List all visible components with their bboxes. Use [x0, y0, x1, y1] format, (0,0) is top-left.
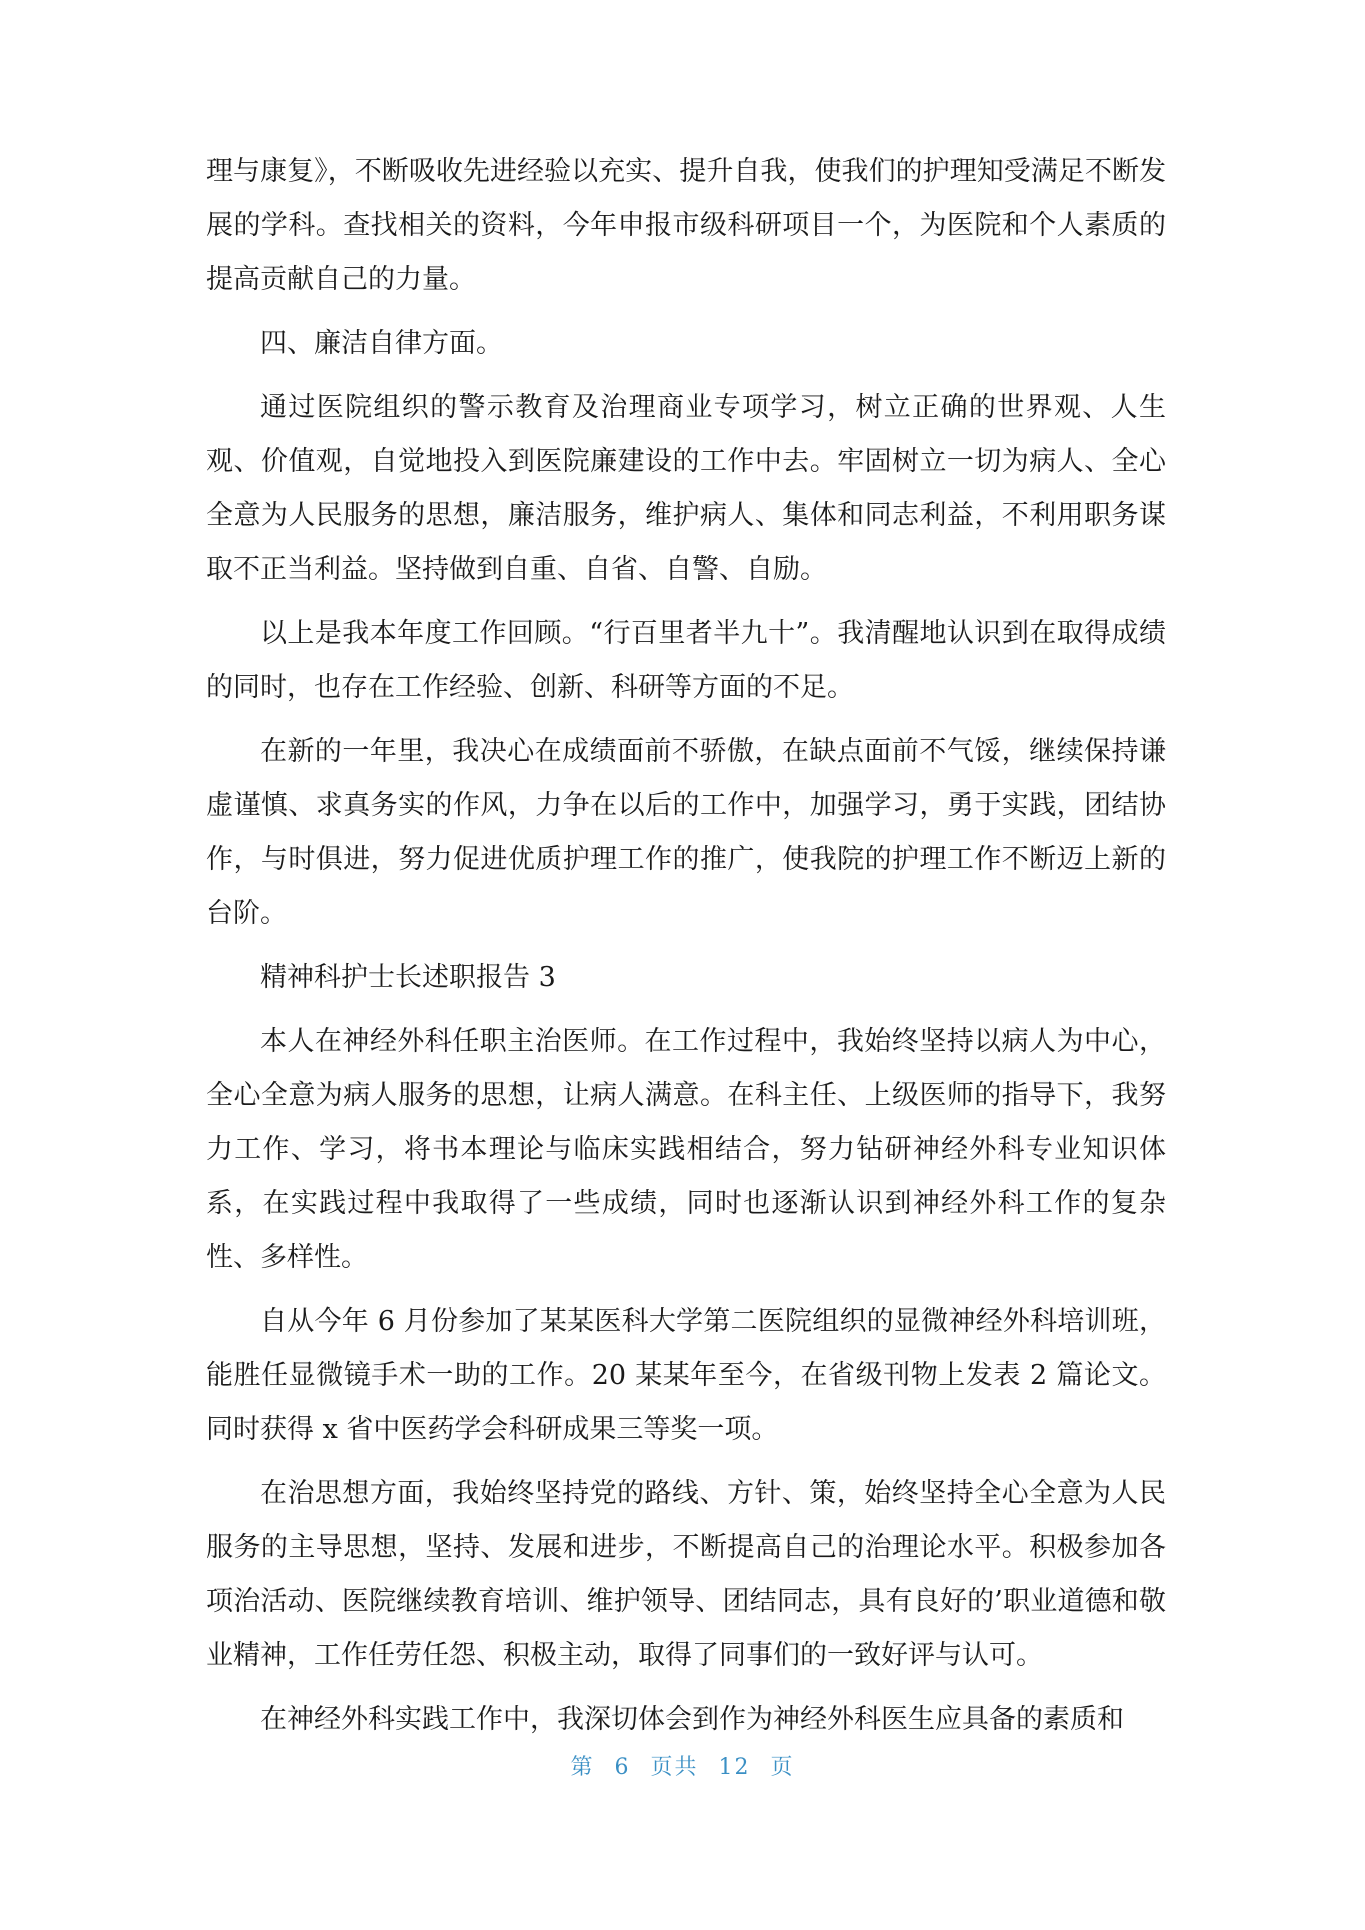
page-footer — [0, 1750, 1365, 1781]
paragraph-ideology: 在治思想方面，我始终坚持党的路线、方针、策，始终坚持全心全意为人民服务的主导思想，坚持、发展和进步，不断提高自己的治理论水平。积极参加各项治活动、医院继续教育培训、维护领导、团结同志，具有良好的’职业道德和敬业精神，工作任劳任怨、积极主动，取得了同事们的一致好评与认可。 — [206, 1478, 1166, 1671]
footer-middle: 页共 — [650, 1755, 699, 1780]
paragraph-review: 以上是我本年度工作回顾。“行百里者半九十”。我清醒地认识到在取得成绩的同时，也存在工作经验、创新、科研等方面的不足。 — [206, 618, 1166, 703]
paragraph-training: 自从今年 6 月份参加了某某医科大学第二医院组织的显微神经外科培训班，能胜任显微镜手术一助的工作。20 某某年至今，在省级刊物上发表 2 篇论文。同时获得 x 省中医药学会科研成果三等奖一项。 — [206, 1306, 1166, 1445]
paragraph-practice: 在神经外科实践工作中，我深切体会到作为神经外科医生应具备的素质和 — [260, 1704, 1124, 1735]
footer-prefix: 第 — [570, 1755, 595, 1780]
paragraph-new-year: 在新的一年里，我决心在成绩面前不骄傲，在缺点面前不气馁，继续保持谦虚谨慎、求真务实的作风，力争在以后的工作中，加强学习，勇于实践，团结协作，与时俱进，努力促进优质护理工作的推广，使我院的护理工作不断迈上新的台阶。 — [206, 736, 1166, 929]
section-heading-integrity: 四、廉洁自律方面。 — [260, 328, 503, 359]
footer-total-pages: 12 — [718, 1755, 751, 1780]
paragraph-integrity: 通过医院组织的警示教育及治理商业专项学习，树立正确的世界观、人生观、价值观，自觉地投入到医院廉建设的工作中去。牢固树立一切为病人、全心全意为人民服务的思想，廉洁服务，维护病人、集体和同志利益，不利用职务谋取不正当利益。坚持做到自重、自省、自警、自励。 — [206, 392, 1166, 585]
footer-current-page: 6 — [614, 1755, 631, 1780]
report-title-3: 精神科护士长述职报告 3 — [260, 962, 556, 993]
paragraph-continuation: 理与康复》，不断吸收先进经验以充实、提升自我，使我们的护理知受满足不断发展的学科。查找相关的资料，今年申报市级科研项目一个，为医院和个人素质的提高贡献自己的力量。 — [206, 156, 1166, 295]
footer-suffix: 页 — [770, 1755, 795, 1780]
paragraph-intro: 本人在神经外科任职主治医师。在工作过程中，我始终坚持以病人为中心，全心全意为病人服务的思想，让病人满意。在科主任、上级医师的指导下，我努力工作、学习，将书本理论与临床实践相结合，努力钻研神经外科专业知识体系，在实践过程中我取得了一些成绩，同时也逐渐认识到神经外科工作的复杂性、多样性。 — [206, 1026, 1166, 1273]
document-body — [206, 145, 1166, 1757]
